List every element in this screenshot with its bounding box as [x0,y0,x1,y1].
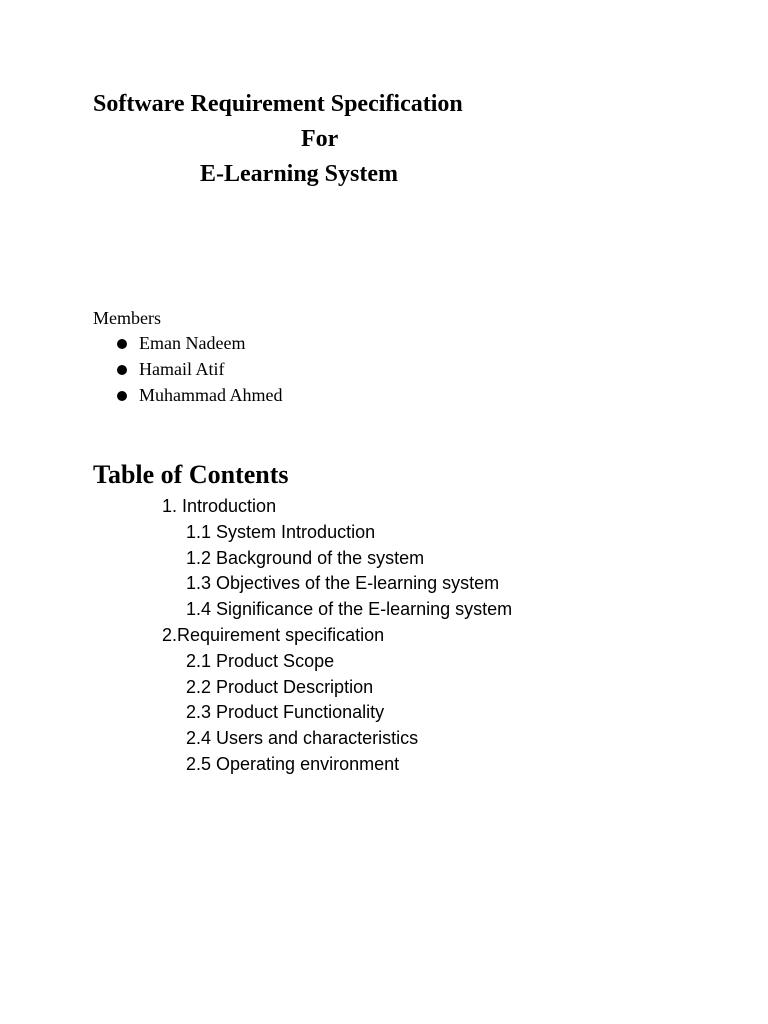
toc-item: 1.2 Background of the system [186,547,425,568]
toc-heading: Table of Contents [93,460,289,489]
bullet-icon [117,365,127,375]
toc-item: 2.4 Users and characteristics [186,728,419,749]
bullet-icon [117,339,127,349]
bullet-icon [117,391,127,401]
toc-item: 1.1 System Introduction [186,521,376,542]
toc-item: 1. Introduction [162,496,277,516]
toc-item: 2.5 Operating environment [186,753,400,774]
toc-item: 1.3 Objectives of the E-learning system [186,573,500,594]
toc-item: 2.3 Product Functionality [186,702,385,723]
member-item [113,383,282,409]
member-name: Hamail Atif [139,359,225,379]
toc-item: 2.Requirement specification [162,624,385,645]
document-title-line-3: E-Learning System [200,161,398,187]
toc-item: 2.2 Product Description [186,676,374,697]
table-of-contents [0,494,512,778]
member-item [113,357,282,383]
document-title-line-2: For [301,126,339,152]
toc-item: 1.4 Significance of the E-learning system [186,599,513,620]
member-name: Eman Nadeem [139,333,246,353]
members-label: Members [93,308,161,328]
members-list [113,331,282,409]
toc-item: 2.1 Product Scope [186,650,335,671]
member-item [113,331,282,357]
document-title-line-1: Software Requirement Specification [93,91,463,117]
member-name: Muhammad Ahmed [139,385,283,405]
